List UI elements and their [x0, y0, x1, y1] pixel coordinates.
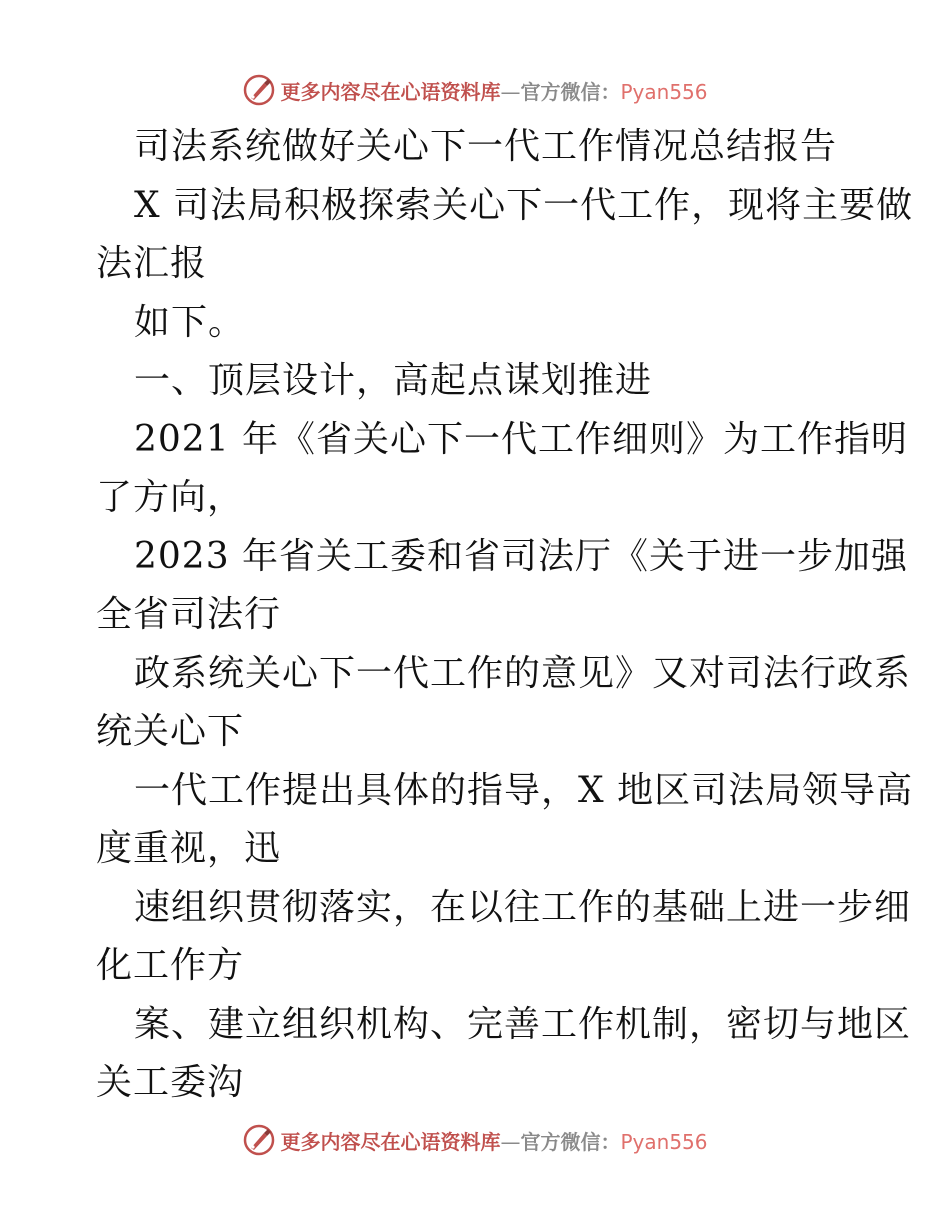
text-line: 一代工作提出具体的指导，X 地区司法局领导高 [134, 769, 914, 811]
banner-wechat-id: Pyan556 [620, 79, 708, 104]
banner-wechat-id: Pyan556 [620, 1129, 708, 1154]
pen-logo-icon [242, 73, 276, 107]
banner-text [280, 76, 707, 105]
banner-text [280, 1126, 707, 1155]
banner-site-text: 更多内容尽在心语资料库 [280, 1129, 501, 1154]
text-line: 政系统关心下一代工作的意见》又对司法行政系 [134, 652, 912, 694]
text-line: 统关心下 [96, 711, 245, 752]
text-line: 案、建立组织机构、完善工作机制，密切与地区 [134, 1003, 912, 1045]
text-line: 全省司法行 [96, 594, 282, 635]
banner-dash: — [500, 1129, 521, 1154]
text-line: 关工委沟 [96, 1062, 245, 1103]
pen-logo-icon [242, 1123, 276, 1157]
text-line: 法汇报 [96, 243, 208, 284]
text-line: 度重视，迅 [96, 828, 282, 869]
text-line: X 司法局积极探索关心下一代工作，现将主要做 [134, 184, 914, 226]
text-line: 化工作方 [96, 945, 245, 986]
banner-wechat-label: 官方微信： [520, 79, 621, 104]
text-line: 一、顶层设计，高起点谋划推进 [134, 360, 653, 401]
banner-wechat-label: 官方微信： [520, 1129, 621, 1154]
text-line: 2023 年省关工委和省司法厅《关于进一步加强 [134, 535, 909, 577]
banner-dash: — [500, 79, 521, 104]
document-body [96, 118, 914, 1113]
text-line: 了方向， [96, 477, 245, 518]
text-line: 如下。 [134, 301, 246, 343]
text-line: 2021 年《省关心下一代工作细则》为工作指明 [134, 418, 909, 460]
document-title: 司法系统做好关心下一代工作情况总结报告 [134, 126, 838, 167]
footer-banner [0, 1118, 950, 1162]
banner-site-text: 更多内容尽在心语资料库 [280, 79, 501, 104]
header-banner [0, 68, 950, 112]
text-line: 速组织贯彻落实，在以往工作的基础上进一步细 [134, 886, 912, 928]
